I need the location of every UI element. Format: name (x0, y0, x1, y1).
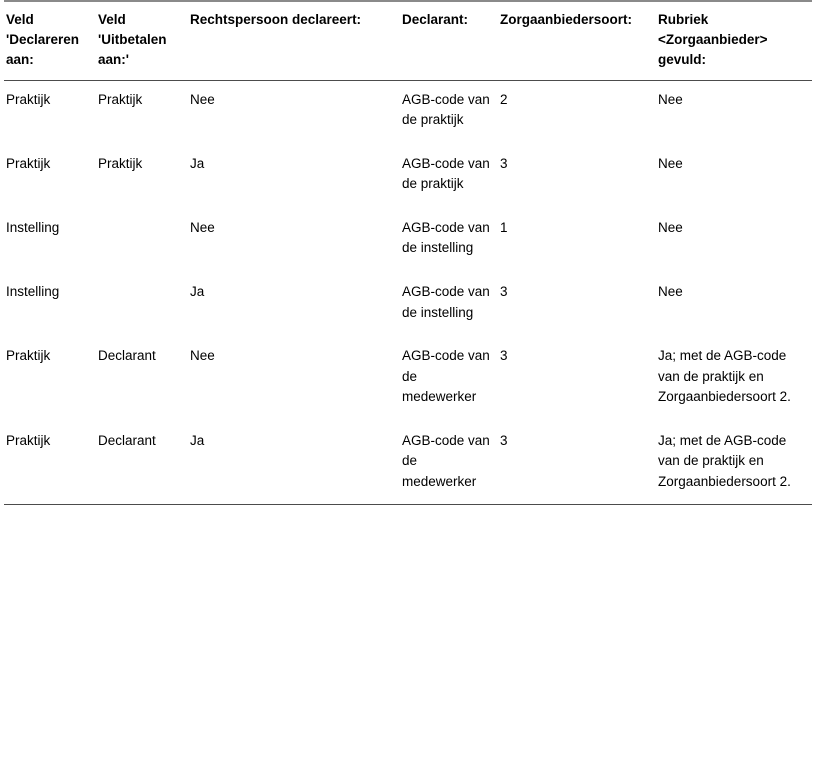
column-header-rechtspersoon-declareert (188, 1, 400, 80)
cell-text: 1 (500, 219, 508, 235)
cell-declareren-aan (4, 80, 96, 145)
cell-zorgaanbiedersoort (498, 145, 656, 209)
cell-uitbetalen-aan (96, 273, 188, 337)
cell-text: Praktijk (6, 91, 51, 107)
cell-zorgaanbiedersoort (498, 337, 656, 422)
table-row (4, 145, 812, 209)
cell-declareren-aan (4, 145, 96, 209)
column-header-zorgaanbiedersoort (498, 1, 656, 80)
cell-declarant (400, 422, 498, 505)
cell-declarant (400, 337, 498, 422)
cell-text: Ja (190, 284, 205, 299)
cell-text: Nee (658, 219, 683, 235)
cell-text: Declarant (98, 348, 156, 364)
cell-declareren-aan (4, 337, 96, 422)
cell-text: 2 (500, 91, 508, 107)
cell-uitbetalen-aan (96, 145, 188, 209)
cell-rechtspersoon-declareert (188, 422, 400, 505)
table-header (4, 1, 812, 80)
cell-text: 3 (500, 348, 508, 364)
cell-text: Instelling (6, 219, 60, 235)
column-header-rubriek-zorgaanbieder (656, 1, 812, 80)
cell-text: Praktijk (6, 432, 51, 448)
column-header-text: Rechtspersoon declareert: (190, 12, 362, 27)
cell-text: Declarant (98, 432, 156, 448)
cell-text: 3 (500, 284, 508, 299)
cell-rubriek-zorgaanbieder (656, 337, 812, 422)
table-row (4, 80, 812, 145)
cell-zorgaanbiedersoort (498, 422, 656, 505)
cell-text: Ja (190, 155, 205, 171)
cell-text: Ja; met de AGB-code van de praktijk en Zorgaanbiedersoort 2. (658, 432, 791, 489)
cell-text: AGB-code van de medewerker (402, 348, 490, 405)
table-row (4, 422, 812, 505)
cell-uitbetalen-aan (96, 337, 188, 422)
cell-text: Nee (658, 155, 683, 171)
cell-rubriek-zorgaanbieder (656, 145, 812, 209)
table-row (4, 209, 812, 273)
column-header-text: Declarant: (402, 12, 469, 27)
cell-rubriek-zorgaanbieder (656, 80, 812, 145)
cell-rubriek-zorgaanbieder (656, 273, 812, 337)
cell-text: Nee (190, 219, 215, 235)
cell-text: 3 (500, 432, 508, 448)
cell-rechtspersoon-declareert (188, 145, 400, 209)
column-header-declareren-aan (4, 1, 96, 80)
cell-declarant (400, 80, 498, 145)
cell-declareren-aan (4, 209, 96, 273)
cell-text: Nee (658, 284, 683, 299)
column-header-uitbetalen-aan (96, 1, 188, 80)
cell-rubriek-zorgaanbieder (656, 209, 812, 273)
column-header-text: Zorgaanbiedersoort: (500, 12, 633, 27)
cell-uitbetalen-aan (96, 422, 188, 505)
cell-zorgaanbiedersoort (498, 80, 656, 145)
cell-declareren-aan (4, 422, 96, 505)
cell-text: AGB-code van de praktijk (402, 155, 490, 192)
column-header-text: Veld 'Uitbetalen aan:' (98, 12, 167, 67)
declaration-rules-table (4, 0, 812, 505)
table-row (4, 337, 812, 422)
cell-text: Nee (658, 91, 683, 107)
cell-text: AGB-code van de medewerker (402, 432, 490, 489)
column-header-declarant (400, 1, 498, 80)
cell-text: AGB-code van de instelling (402, 284, 490, 320)
cell-text: 3 (500, 155, 508, 171)
column-header-text: Veld 'Declareren aan: (6, 12, 80, 67)
cell-text: Praktijk (98, 91, 143, 107)
cell-declarant (400, 209, 498, 273)
cell-text: Praktijk (6, 155, 51, 171)
cell-rechtspersoon-declareert (188, 209, 400, 273)
cell-declareren-aan (4, 273, 96, 337)
cell-zorgaanbiedersoort (498, 273, 656, 337)
cell-text: Ja; met de AGB-code van de praktijk en Zorgaanbiedersoort 2. (658, 348, 791, 405)
cell-text: Ja (190, 432, 205, 448)
cell-text: Nee (190, 91, 215, 107)
cell-text: AGB-code van de praktijk (402, 91, 490, 128)
cell-zorgaanbiedersoort (498, 209, 656, 273)
column-header-text: Rubriek <Zorgaanbieder> gevuld: (658, 12, 768, 67)
cell-uitbetalen-aan (96, 209, 188, 273)
cell-uitbetalen-aan (96, 80, 188, 145)
cell-text: Praktijk (6, 348, 51, 364)
table-row (4, 273, 812, 337)
cell-rubriek-zorgaanbieder (656, 422, 812, 505)
cell-rechtspersoon-declareert (188, 273, 400, 337)
table-header-row (4, 1, 812, 80)
cell-text: Instelling (6, 284, 60, 299)
table-body (4, 80, 812, 504)
cell-declarant (400, 145, 498, 209)
cell-rechtspersoon-declareert (188, 337, 400, 422)
cell-rechtspersoon-declareert (188, 80, 400, 145)
cell-text: Nee (190, 348, 215, 364)
cell-text: Praktijk (98, 155, 143, 171)
cell-text: AGB-code van de instelling (402, 219, 490, 256)
cell-declarant (400, 273, 498, 337)
